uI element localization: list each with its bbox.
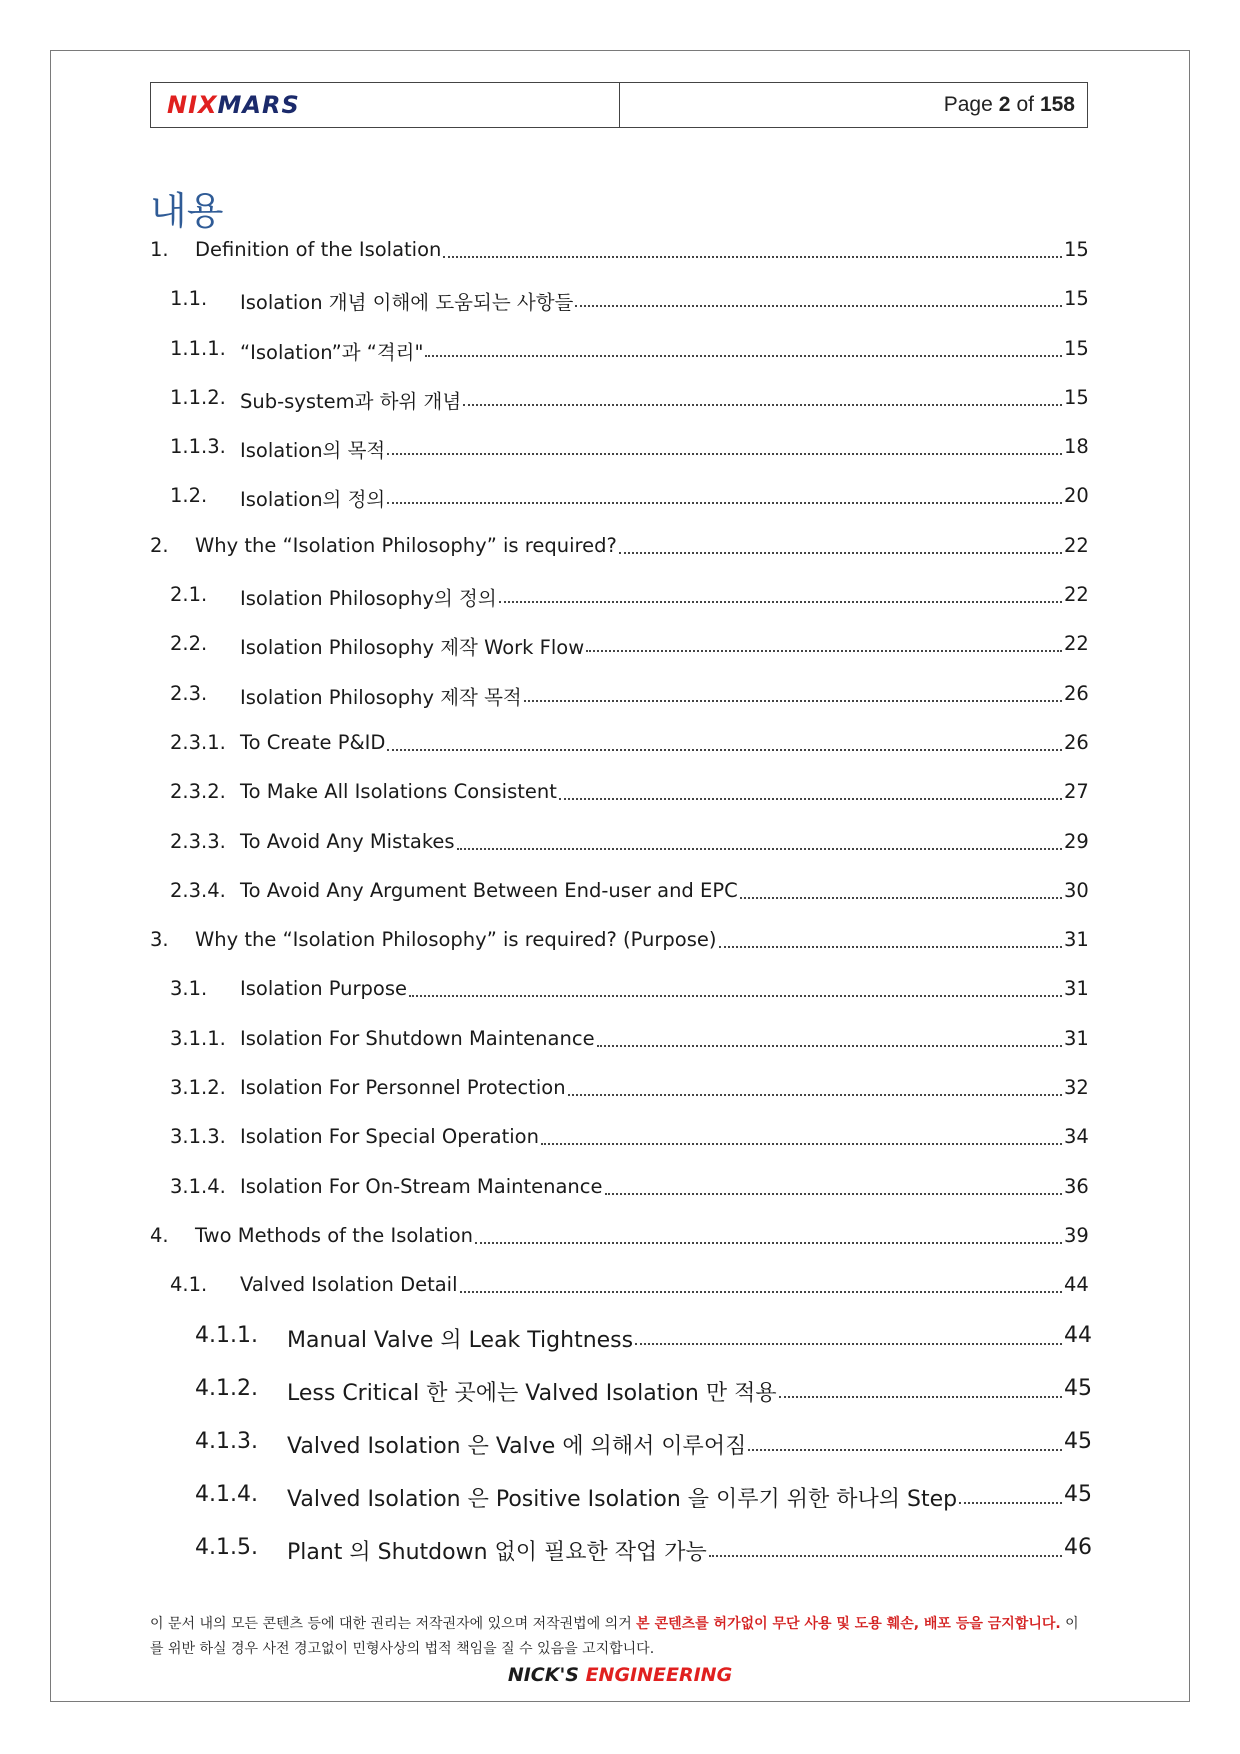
toc-dot-leader	[475, 1224, 1062, 1244]
toc-entry-page: 31	[1064, 928, 1089, 952]
toc-entry-title: Isolation Philosophy 제작 목적	[240, 685, 522, 709]
toc-entry-page: 22	[1064, 533, 1089, 557]
toc-entry[interactable]	[150, 879, 1088, 928]
toc-entry-page: 45	[1064, 1428, 1092, 1454]
notice-end: 이를 위반 하실 경우 사전 경고없이 민형사상의 법적 책임을 질 수 있음을 고지합니다.	[150, 1616, 1079, 1657]
toc-entry-page: 44	[1064, 1273, 1089, 1297]
toc-entry-number: 3.1.1.	[170, 1026, 226, 1050]
toc-entry-title: To Avoid Any Argument Between End-user and EPC	[240, 878, 738, 902]
toc-entry-page: 45	[1064, 1482, 1092, 1508]
toc-entry-title: “Isolation”과 “격리"	[240, 340, 424, 364]
toc-entry-number: 2.3.2.	[170, 780, 226, 804]
toc-entry-title: Manual Valve 의 Leak Tightness	[287, 1327, 634, 1353]
toc-entry[interactable]	[150, 830, 1088, 879]
toc-entry[interactable]	[150, 1027, 1088, 1076]
toc-entry[interactable]	[150, 632, 1088, 681]
toc-entry-title: Why the “Isolation Philosophy” is required?	[195, 533, 617, 557]
toc-entry-title: To Avoid Any Mistakes	[240, 829, 455, 853]
toc-entry-number: 2.3.4.	[170, 878, 226, 902]
toc-entry-page: 46	[1064, 1535, 1092, 1561]
toc-entry-number: 3.	[150, 928, 169, 952]
toc-entry[interactable]	[150, 1224, 1088, 1273]
toc-entry-title: Valved Isolation 은 Valve 에 의해서 이루어짐	[287, 1433, 747, 1459]
toc-dot-leader	[959, 1482, 1062, 1504]
toc-entry[interactable]	[150, 1076, 1088, 1125]
toc-title: 내용	[150, 189, 224, 233]
toc-dot-leader	[409, 977, 1062, 997]
toc-dot-leader	[387, 731, 1062, 751]
toc-entry-number: 4.	[150, 1223, 169, 1247]
toc-entry-title: Isolation 개념 이해에 도움되는 사항들	[240, 291, 574, 315]
toc-entry[interactable]	[150, 1535, 1092, 1588]
page-current: 2	[998, 93, 1011, 116]
toc-entry-page: 15	[1064, 238, 1089, 261]
toc-entry[interactable]	[150, 977, 1088, 1026]
toc-entry[interactable]	[150, 1273, 1088, 1322]
logo-cell	[151, 83, 620, 127]
toc-entry-number: 4.1.4.	[195, 1482, 258, 1508]
toc-entry-page: 18	[1064, 435, 1089, 459]
toc-entry-number: 1.1.	[170, 287, 208, 311]
toc-entry-page: 26	[1064, 730, 1089, 754]
toc-entry[interactable]	[150, 238, 1088, 287]
page-number-cell	[620, 83, 1087, 127]
toc-dot-leader	[586, 632, 1062, 652]
toc-entry-page: 15	[1064, 385, 1089, 409]
toc-entry-page: 20	[1064, 484, 1089, 508]
brand-first: NICK'S	[507, 1664, 579, 1686]
nixmars-logo	[167, 91, 300, 119]
toc-entry[interactable]	[150, 1125, 1088, 1174]
toc-entry-title: Plant 의 Shutdown 없이 필요한 작업 가능	[287, 1540, 707, 1566]
toc-entry[interactable]	[150, 1375, 1092, 1429]
toc-entry-title: Definition of the Isolation	[195, 238, 442, 261]
toc-entry-title: Isolation For Special Operation	[240, 1125, 539, 1149]
toc-entry-page: 31	[1064, 1026, 1089, 1050]
toc-entry-title: Isolation의 정의	[240, 488, 386, 512]
toc-entry-number: 4.1.3.	[195, 1428, 258, 1454]
toc-dot-leader	[635, 1323, 1062, 1345]
toc-entry-page: 15	[1064, 287, 1089, 311]
toc-entry-number: 1.1.2.	[170, 385, 226, 409]
toc-entry[interactable]	[150, 928, 1088, 977]
toc-dot-leader	[460, 1273, 1062, 1293]
toc-entry-page: 39	[1064, 1223, 1089, 1247]
table-of-contents	[150, 238, 1092, 1588]
footer-brand	[0, 1664, 1240, 1686]
page-word: Page	[943, 93, 993, 116]
toc-dot-leader	[499, 583, 1062, 603]
toc-entry-page: 31	[1064, 977, 1089, 1001]
page-header	[150, 82, 1088, 128]
toc-entry-number: 1.1.3.	[170, 435, 226, 459]
toc-dot-leader	[463, 386, 1062, 406]
toc-entry[interactable]	[150, 682, 1088, 731]
toc-entry[interactable]	[150, 1428, 1092, 1482]
toc-entry-title: Valved Isolation Detail	[240, 1273, 458, 1297]
toc-entry[interactable]	[150, 287, 1088, 336]
toc-dot-leader	[387, 435, 1062, 455]
toc-entry-page: 22	[1064, 583, 1089, 607]
toc-entry-page: 15	[1064, 336, 1089, 360]
toc-entry-title: Isolation Philosophy 제작 Work Flow	[240, 636, 585, 660]
toc-dot-leader	[443, 238, 1062, 258]
toc-dot-leader	[541, 1125, 1062, 1145]
toc-entry[interactable]	[150, 1322, 1092, 1376]
toc-entry-number: 1.1.1.	[170, 336, 226, 360]
brand-second: ENGINEERING	[585, 1664, 733, 1686]
toc-dot-leader	[748, 1429, 1062, 1451]
toc-entry-page: 45	[1064, 1375, 1092, 1401]
toc-entry-number: 1.2.	[170, 484, 208, 508]
toc-dot-leader	[619, 534, 1062, 554]
toc-entry-number: 2.3.	[170, 681, 208, 705]
page-of: of	[1016, 93, 1034, 116]
toc-entry-title: Valved Isolation 은 Positive Isolation 을 이루기 위한 하나의 Step	[287, 1487, 958, 1513]
toc-entry-page: 36	[1064, 1174, 1089, 1198]
toc-entry-number: 3.1.	[170, 977, 208, 1001]
notice-start: 이 문서 내의 모든 콘텐츠 등에 대한 권리는 저작권자에 있으며 저작권법에 의거	[150, 1616, 637, 1632]
toc-entry-number: 3.1.2.	[170, 1076, 226, 1100]
toc-entry-page: 30	[1064, 878, 1089, 902]
toc-dot-leader	[425, 337, 1062, 357]
toc-entry[interactable]	[150, 583, 1088, 632]
toc-entry[interactable]	[150, 780, 1088, 829]
toc-entry-title: Isolation For Shutdown Maintenance	[240, 1026, 595, 1050]
toc-entry[interactable]	[150, 1482, 1092, 1535]
toc-entry-page: 34	[1064, 1125, 1089, 1149]
toc-entry-title: Sub-system과 하위 개념	[240, 389, 462, 413]
toc-entry-page: 29	[1064, 829, 1089, 853]
copyright-notice	[150, 1612, 1090, 1662]
toc-dot-leader	[719, 928, 1063, 948]
toc-dot-leader	[605, 1175, 1062, 1195]
toc-dot-leader	[575, 287, 1062, 307]
page-total: 158	[1039, 93, 1075, 116]
toc-dot-leader	[740, 879, 1062, 899]
toc-entry-title: Two Methods of the Isolation	[195, 1223, 474, 1247]
toc-dot-leader	[568, 1076, 1062, 1096]
toc-entry-title: Isolation의 목적	[240, 439, 386, 463]
toc-entry[interactable]	[150, 386, 1088, 435]
toc-entry-title: To Make All Isolations Consistent	[240, 780, 557, 804]
toc-entry-page: 32	[1064, 1076, 1089, 1100]
toc-dot-leader	[779, 1376, 1062, 1398]
toc-entry-title: Why the “Isolation Philosophy” is required? (Purpose)	[195, 928, 717, 952]
toc-entry-number: 4.1.	[170, 1273, 208, 1297]
toc-entry-number: 2.1.	[170, 583, 208, 607]
logo-suffix: MARS	[217, 91, 300, 119]
toc-entry-number: 4.1.5.	[195, 1535, 258, 1561]
toc-dot-leader	[709, 1535, 1062, 1557]
toc-entry-title: Isolation For Personnel Protection	[240, 1076, 566, 1100]
toc-entry-title: Isolation Purpose	[240, 977, 408, 1001]
toc-entry-number: 2.3.3.	[170, 829, 226, 853]
toc-entry-page: 22	[1064, 632, 1089, 656]
toc-entry[interactable]	[150, 484, 1088, 533]
toc-entry-number: 3.1.3.	[170, 1125, 226, 1149]
toc-dot-leader	[387, 484, 1062, 504]
toc-entry[interactable]	[150, 534, 1088, 583]
toc-dot-leader	[457, 830, 1062, 850]
toc-entry-number: 2.3.1.	[170, 730, 226, 754]
toc-entry-title: Isolation For On-Stream Maintenance	[240, 1174, 603, 1198]
toc-entry-number: 1.	[150, 238, 169, 261]
toc-entry-number: 4.1.1.	[195, 1322, 258, 1348]
toc-entry[interactable]	[150, 1175, 1088, 1224]
toc-entry[interactable]	[150, 337, 1088, 386]
toc-entry-number: 2.2.	[170, 632, 208, 656]
toc-entry[interactable]	[150, 435, 1088, 484]
notice-warning: 본 콘텐츠를 허가없이 무단 사용 및 도용 훼손, 배포 등을 금지합니다.	[636, 1616, 1061, 1632]
toc-entry-page: 44	[1064, 1322, 1092, 1348]
toc-dot-leader	[524, 682, 1062, 702]
toc-entry-page: 27	[1064, 780, 1089, 804]
toc-entry-title: To Create P&ID	[240, 730, 386, 754]
toc-entry-title: Isolation Philosophy의 정의	[240, 587, 497, 611]
toc-entry[interactable]	[150, 731, 1088, 780]
toc-entry-page: 26	[1064, 681, 1089, 705]
toc-entry-number: 2.	[150, 533, 169, 557]
toc-dot-leader	[559, 780, 1062, 800]
toc-dot-leader	[597, 1027, 1062, 1047]
toc-entry-title: Less Critical 한 곳에는 Valved Isolation 만 적용	[287, 1380, 777, 1406]
logo-prefix: NIX	[167, 91, 218, 119]
toc-entry-number: 4.1.2.	[195, 1375, 258, 1401]
toc-entry-number: 3.1.4.	[170, 1174, 226, 1198]
